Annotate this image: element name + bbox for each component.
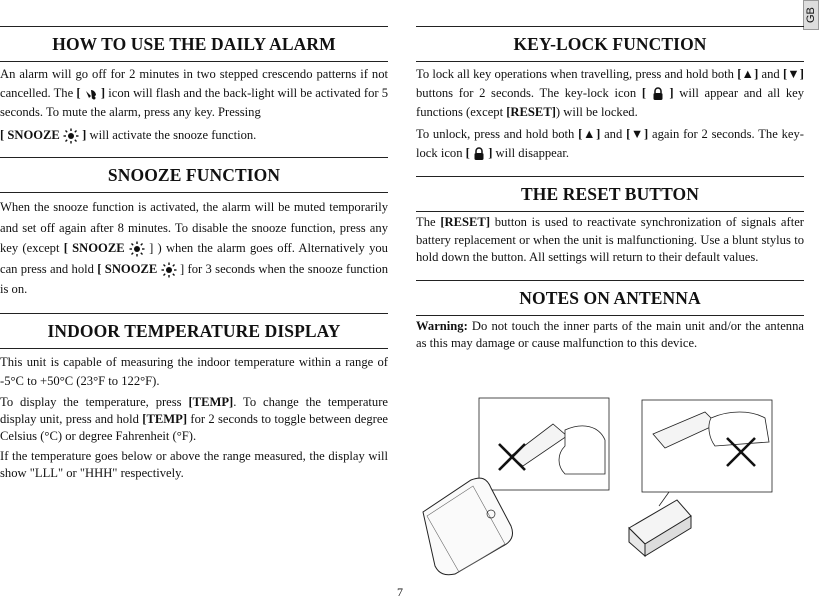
- temp-range-text: This unit is capable of measuring the indoor temperature within a range of -5°C to +50°C (23°F to 122°F).: [0, 354, 388, 388]
- alarm-bell-icon: [84, 87, 98, 101]
- language-tab: GB: [803, 0, 819, 30]
- snooze-text: When the snooze function is activated, the alarm will be muted temporarily and set off again after 8 minutes. To disable the snooze function, press any key (except [ SNOOZE ] ) when the alarm goes off. Alternatively you can press and hold [ SNOOZE ] for 3 seconds when the snooze function is on.: [0, 200, 388, 296]
- right-column: [416, 0, 804, 353]
- left-column: [0, 0, 388, 482]
- snooze-light-icon: [63, 128, 79, 144]
- daily-alarm-heading: HOW TO USE THE DAILY ALARM: [0, 27, 388, 62]
- daily-alarm-text: An alarm will go off for 2 minutes in two stepped crescendo patterns if not cancelled. The [ ] icon will flash and the back-light will be activated for 5 seconds. To mute the alarm, press any key. Pressing: [0, 67, 389, 119]
- snooze-light-icon: [161, 262, 177, 278]
- snooze-heading: SNOOZE FUNCTION: [0, 158, 388, 193]
- daily-alarm-text-2: [ SNOOZE ] will activate the snooze function.: [0, 126, 388, 145]
- lock-icon: [473, 147, 485, 161]
- antenna-warning-figure: [629, 400, 772, 556]
- main-unit-warning-figure: [423, 398, 609, 575]
- lock-icon: [652, 87, 664, 101]
- reset-text: The [RESET] button is used to reactivate synchronization of signals after battery replacement or when the unit is malfunctioning. Use a blunt stylus to hold down the button. All settings will return to their default values.: [416, 215, 804, 264]
- indoor-temp-heading: INDOOR TEMPERATURE DISPLAY: [0, 314, 388, 349]
- antenna-heading: NOTES ON ANTENNA: [416, 281, 804, 316]
- antenna-section: [416, 280, 804, 353]
- reset-heading: THE RESET BUTTON: [416, 177, 804, 212]
- key-lock-heading: KEY-LOCK FUNCTION: [416, 27, 804, 62]
- reset-section: [416, 176, 804, 267]
- key-unlock-text: To unlock, press and hold both [▲] and [▼] again for 2 seconds. The key-lock icon [ ] will disappear.: [416, 127, 804, 160]
- temp-out-of-range-text: If the temperature goes below or above the range measured, the display will show "LLL" or "HHH" respectively.: [0, 448, 388, 480]
- indoor-temp-section: [0, 313, 388, 482]
- antenna-warning-illustration: [415, 396, 810, 576]
- key-lock-text: To lock all key operations when travelling, press and hold both [▲] and [▼] buttons for 2 seconds. The key-lock icon [ ] will appear and all key functions (except [RESET]) will be locked.: [416, 67, 805, 119]
- key-lock-section: [416, 26, 804, 163]
- temp-unit-text: To display the temperature, press [TEMP]. To change the temperature display unit, press and hold [TEMP] for 2 seconds to toggle between degree Celsius (°C) or degree Fahrenheit (°F).: [0, 394, 389, 443]
- snooze-section: [0, 157, 388, 300]
- daily-alarm-section: [0, 26, 388, 145]
- snooze-light-icon: [129, 241, 145, 257]
- antenna-warning-text: Warning: Do not touch the inner parts of the main unit and/or the antenna as this may damage or cause malfunction to this device.: [416, 318, 804, 350]
- page-number: 7: [397, 585, 403, 599]
